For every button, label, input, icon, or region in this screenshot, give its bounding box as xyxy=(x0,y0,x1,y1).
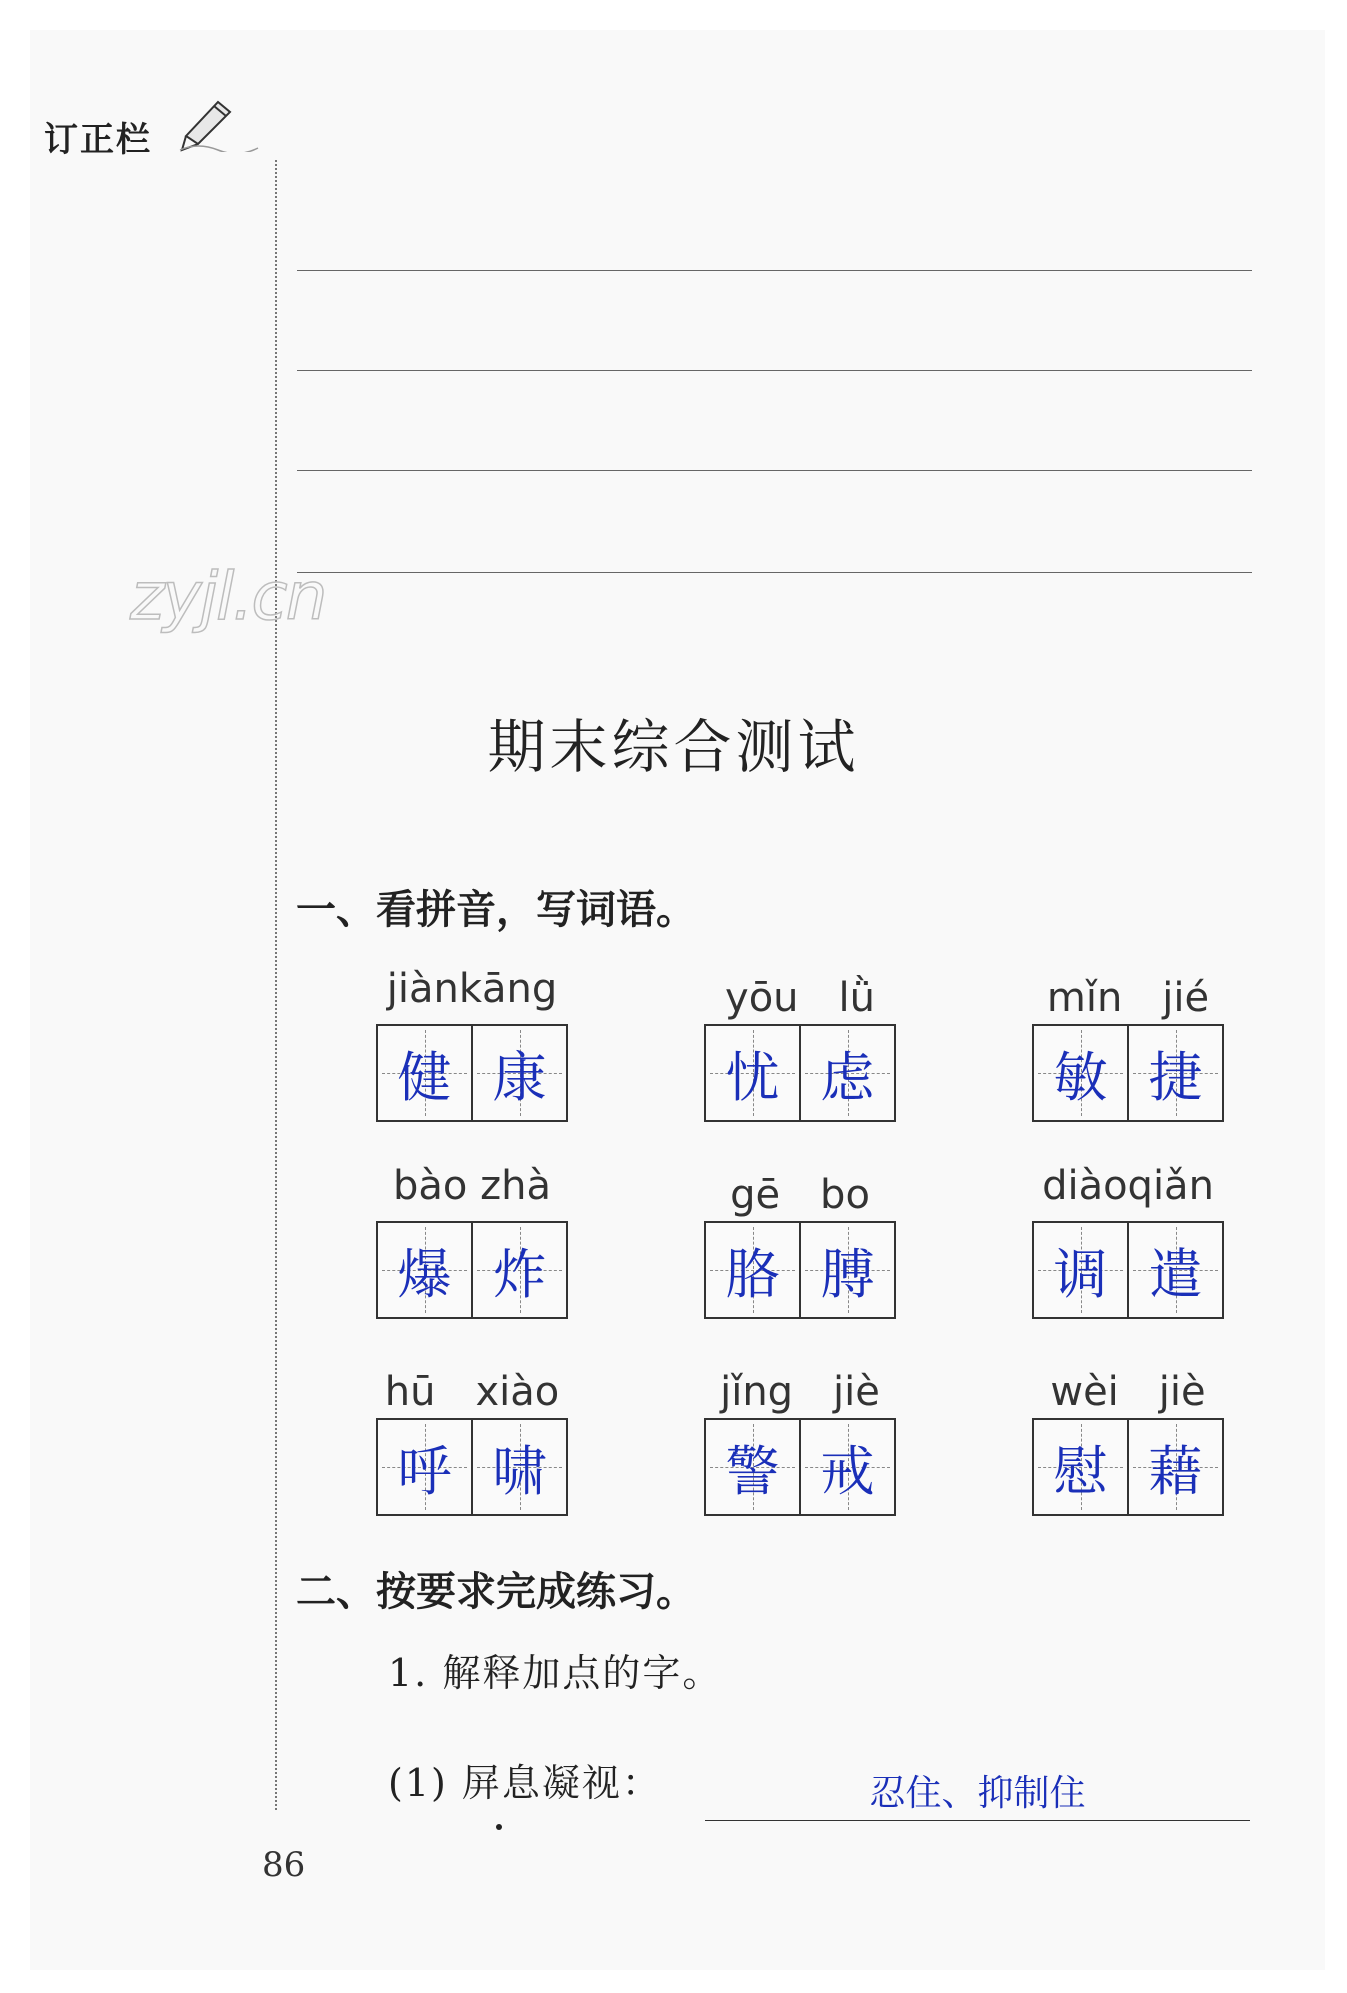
answer-character: 调 xyxy=(1053,1242,1108,1306)
answer-character: 虑 xyxy=(820,1045,875,1109)
character-cell[interactable] xyxy=(799,1223,894,1317)
character-grid[interactable] xyxy=(1032,1418,1224,1516)
character-cell[interactable] xyxy=(1034,1223,1127,1317)
character-cell[interactable] xyxy=(378,1420,471,1514)
character-grid[interactable] xyxy=(704,1221,896,1319)
character-cell[interactable] xyxy=(1127,1026,1222,1120)
character-cell[interactable] xyxy=(378,1026,471,1120)
margin-dotted-line xyxy=(275,160,277,1810)
answer-character: 康 xyxy=(492,1045,547,1109)
character-cell[interactable] xyxy=(378,1223,471,1317)
character-cell[interactable] xyxy=(799,1420,894,1514)
answer-character: 藉 xyxy=(1148,1439,1203,1503)
character-grid[interactable] xyxy=(376,1221,568,1319)
pinyin-label: wèi jiè xyxy=(1050,1369,1206,1415)
section-heading-pinyin: 一、看拼音，写词语。 xyxy=(296,887,696,933)
correction-column-label: 订正栏 xyxy=(44,120,152,160)
answer-character: 警 xyxy=(725,1439,780,1503)
answer-character: 炸 xyxy=(492,1242,547,1306)
question-1-1-answer: 忍住、抑制住 xyxy=(869,1773,1086,1814)
answer-character: 慰 xyxy=(1053,1439,1108,1503)
character-grid[interactable] xyxy=(376,1418,568,1516)
page-title: 期末综合测试 xyxy=(487,713,860,781)
answer-character: 膊 xyxy=(820,1242,875,1306)
question-1-prompt: 1. 解释加点的字。 xyxy=(388,1651,723,1695)
pinyin-label: yōu lǜ xyxy=(725,975,875,1021)
watermark: zyjl.cn xyxy=(130,558,326,635)
answer-character: 胳 xyxy=(725,1242,780,1306)
answer-character: 呼 xyxy=(397,1439,452,1503)
correction-writing-line[interactable] xyxy=(297,270,1252,271)
character-grid[interactable] xyxy=(704,1418,896,1516)
emphasis-dot xyxy=(496,1824,502,1830)
answer-character: 敏 xyxy=(1053,1045,1108,1109)
character-cell[interactable] xyxy=(706,1026,799,1120)
answer-character: 啸 xyxy=(492,1439,547,1503)
pinyin-label: jǐng jiè xyxy=(720,1369,880,1415)
pinyin-label: gē bo xyxy=(730,1172,870,1218)
pinyin-label: bào zhà xyxy=(393,1163,551,1209)
answer-character: 爆 xyxy=(397,1242,452,1306)
pinyin-label: mǐn jié xyxy=(1046,975,1210,1021)
pinyin-label: hū xiào xyxy=(384,1369,560,1415)
character-cell[interactable] xyxy=(1034,1026,1127,1120)
page-number: 86 xyxy=(262,1845,306,1885)
correction-writing-line[interactable] xyxy=(297,470,1252,471)
character-cell[interactable] xyxy=(1127,1223,1222,1317)
correction-writing-line[interactable] xyxy=(297,572,1252,573)
pencil-icon xyxy=(178,92,268,152)
character-cell[interactable] xyxy=(471,1223,566,1317)
character-grid[interactable] xyxy=(376,1024,568,1122)
character-grid[interactable] xyxy=(1032,1221,1224,1319)
character-cell[interactable] xyxy=(1034,1420,1127,1514)
character-grid[interactable] xyxy=(1032,1024,1224,1122)
character-cell[interactable] xyxy=(471,1026,566,1120)
character-cell[interactable] xyxy=(706,1223,799,1317)
character-grid[interactable] xyxy=(704,1024,896,1122)
answer-line[interactable] xyxy=(705,1820,1250,1821)
answer-character: 捷 xyxy=(1148,1045,1203,1109)
answer-character: 遣 xyxy=(1148,1242,1203,1306)
character-cell[interactable] xyxy=(471,1420,566,1514)
correction-writing-line[interactable] xyxy=(297,370,1252,371)
character-cell[interactable] xyxy=(799,1026,894,1120)
character-cell[interactable] xyxy=(706,1420,799,1514)
question-1-1-label: (1) 屏息凝视： xyxy=(388,1761,662,1805)
answer-character: 忧 xyxy=(725,1045,780,1109)
section-heading-exercises: 二、按要求完成练习。 xyxy=(296,1569,696,1615)
answer-character: 戒 xyxy=(820,1439,875,1503)
pinyin-label: diàoqiǎn xyxy=(1042,1163,1214,1209)
character-cell[interactable] xyxy=(1127,1420,1222,1514)
pinyin-label: jiànkāng xyxy=(386,966,558,1012)
answer-character: 健 xyxy=(397,1045,452,1109)
